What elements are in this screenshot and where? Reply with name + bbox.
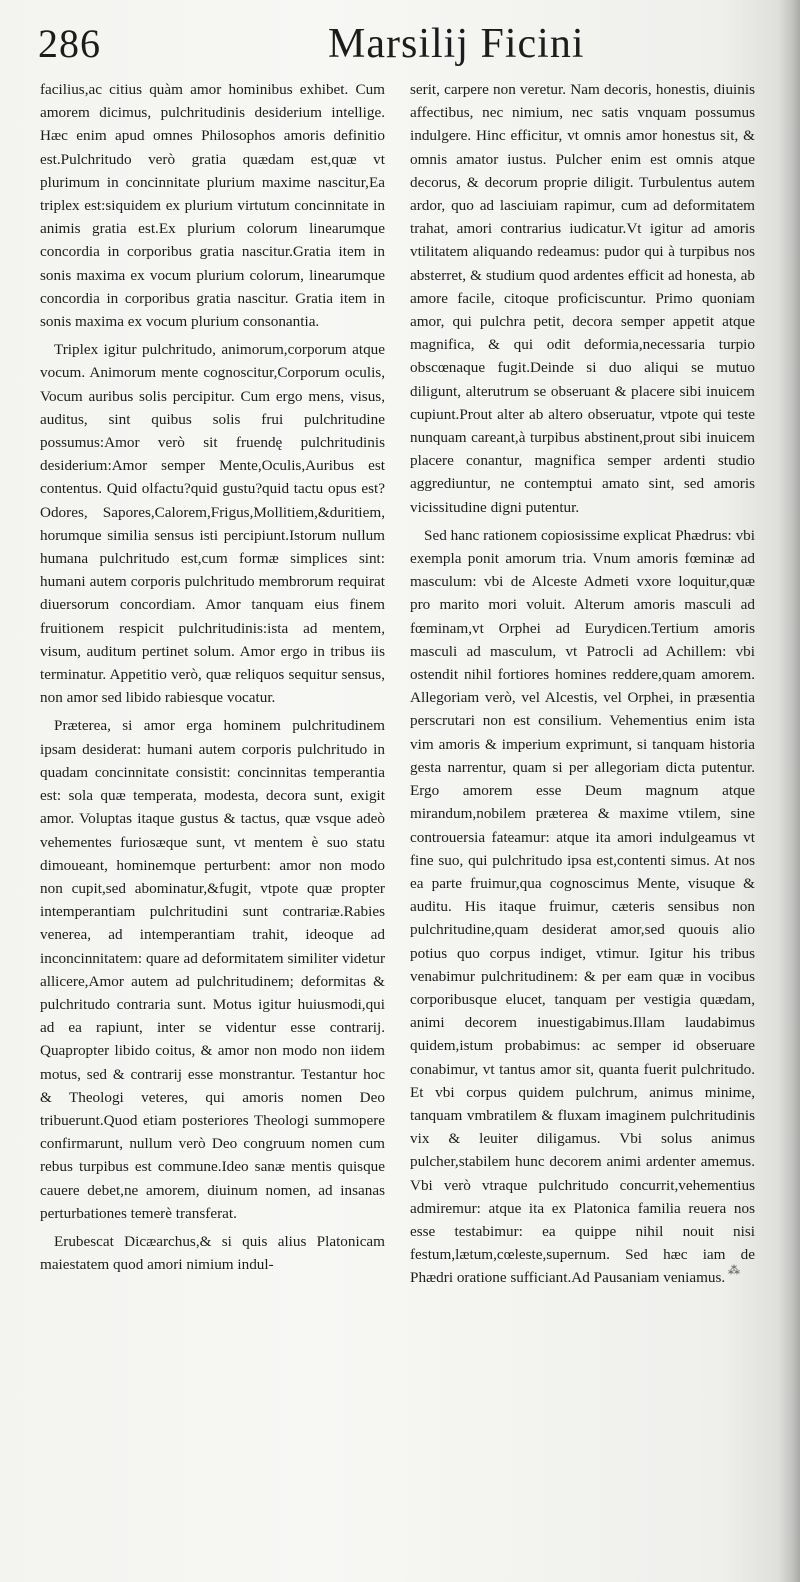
page-number: 286: [38, 21, 101, 66]
page-header: [38, 22, 758, 70]
paragraph: facilius,ac citius quàm amor hominibus exhibet. Cum amorem dicimus, pulchritudinis desiderium intellige. Hæc enim apud omnes Philosophos amoris definitio est.Pulchritudo verò gratia quædam est,quæ vt plurimum in concinnitate plurium maxime nascitur,Ea triplex est:siquidem ex plurium virtutum concinnitate in animis gratia est.Ex plurium colorum linearumque concordia in corporibus gratia nascitur.Gratia item in sonis maxima ex vocum plurium colorum, linearumque concordia in corporibus gratia nascitur. Gratia item in sonis maxima ex vocum plurium consonantia.: [40, 81, 385, 331]
paragraph: Præterea, si amor erga hominem pulchritudinem ipsam desiderat: humani autem corporis pulchritudo in quadam concinnitate consistit: concinnitas temperantia est: sola quæ temperata, modesta, decora sunt, exigit amor. Voluptas itaque gustus & tactus, quæ vsque adeò vehementes furiosæque sunt, vt mentem è suo statu dimoueant, hominemque perturbent: amor non modo non cupit,sed abominatur,&fugit, vtpote quæ propter intemperantiam pulchritudini sunt contrariæ.Rabies venerea, ad intemperantiam trahit, ideoque ad inconcinnitatem: quare ad deformitatem similiter videtur allicere,Amor autem ad pulchritudinem; deformitas & pulchritudo contraria sunt. Motus igitur huiusmodi,qui ad ea rapiunt, inter se videntur esse contrarij. Quapropter libido coitus, & amor non modo non iidem motus, sed & contrarij esse monstrantur. Testantur hoc & Theologi veteres, qui amoris nomen Deo tribuerunt.Quod etiam posteriores Theologi summopere confirmarunt, nullum verò Deo congruum nomen cum rebus turpibus est commune.Ideo sanæ mentis quisque cauere debet,ne amorem, diuinum nomen, ad insanas perturbationes temerè transferat.: [40, 717, 385, 1222]
tailpiece-ornament-icon: ⁂: [728, 1263, 740, 1277]
left-column: [40, 78, 385, 1318]
right-column: [410, 78, 755, 1318]
page-gutter-shadow: [778, 0, 800, 1582]
paragraph: Erubescat Dicæarchus,& si quis alius Platonicam maiestatem quod amori nimium indul-: [40, 1232, 385, 1274]
paragraph: serit, carpere non veretur. Nam decoris, honestis, diuinis affectibus, nec nimium, nec satis vnquam possumus indulgere. Hinc efficitur, vt omnis amor honestus sit, & omnis amator iustus. Pulcher enim est omnis atque decorus, & decorum proprie diligit. Turbulentus autem ardor, quo ad lasciuiam rapimur, cum ad deformitatem trahat, amori contrarius iudicatur.Vt igitur ad amoris vtilitatem aliquando redeamus: pudor qui à turpibus nos absterret, & studium quod ardentes efficit ad honesta, ab amore facile, citoque proficiscuntur. Primo quoniam amor, qui pulchra petit, decora semper appetit atque magnifica, & qui odit deformia,necessaria turpio obscœnaque fugit.Deinde si duo aliqui se mutuo diligunt, alterutrum se obseruant & placere sibi inuicem cupiunt.Prout alter ab altero obseruatur, vtpote qui teste nunquam careant,à turpibus abstinent,prout sibi inuicem placere conantur, magnifica semper ardenti studio aggrediuntur, ne contemptui amato sint, sed amoris vicissitudine digni putentur.: [410, 81, 755, 516]
paragraph: Triplex igitur pulchritudo, animorum,corporum atque vocum. Animorum mente cognoscitur,Corporum oculis, Vocum auribus solis percipitur. Cum ergo mens, visus, auditus, sint quibus solis frui pulchritudine possumus:Amor verò sit fruendę pulchritudinis desiderium:Amor semper Mente,Oculis,Auribus est contentus. Quid olfactu?quid gustu?quid tactu opus est?Odores, Sapores,Calorem,Frigus,Mollitiem,&duritiem, horumque similia sensus isti percipiunt.Istorum nullum humana pulchritudo est,cum formæ simplices sint: humani autem corporis pulchritudo membrorum requirat diuersorum concordiam. Amor tanquam eius finem fruitionem respicit pulchritudinis:ista ad mentem, visum, auditum pertinet solum. Amor ergo in tribus iis terminatur. Appetitio verò, quæ reliquos sequitur sensus, non amor sed libido rabiesque vocatur.: [40, 341, 385, 707]
running-head: Marsilij Ficini: [328, 21, 585, 67]
paragraph: Sed hanc rationem copiosissime explicat Phædrus: vbi exempla ponit amorum tria. Vnum amoris fœminæ ad masculum: vbi de Alceste Admeti vxore loquitur,quæ pro marito mori voluit. Alterum amoris masculi ad fœminam,vt Orphei ad Eurydicen.Tertium amoris masculi ad masculum, vt Patrocli ad Achillem: vbi ostendit nihil fortiores homines reddere,quam amorem. Allegoriam verò, vel Alcestis, vel Orphei, in præsentia perscrutari non est consilium. Vehementius enim ista vim amoris & imperium exprimunt, si tanquam historia gesta narrentur, quam si per allegoriam dicta putentur. Ergo amorem esse Deum magnum atque mirandum,nobilem præterea & maxime vtilem, sine controuersia fateamur: atque ita amori indulgeamus vt fine suo, qui pulchritudo ipsa est,contenti simus. At nos ea parte fruimur,qua cognoscimus Mente, visuque & auditu. His itaque fruimur, cæteris sensibus non pulchritudine,quam desiderat amor,sed quouis alio potius quo corpus indiget, vtimur. Igitur his tribus venabimur pulchritudinem: & per eam quæ in vocibus corporibusque elucet, tanquam per vestigia quædam, animi decorem inuestigabimus.Illam laudabimus quidem,istum probabimus: ac semper id obseruare conabimur, vt tantus amor sit, quanta fuerit pulchritudo. Et vbi corpus quidem pulchrum, animus minime, tanquam vmbratilem & fluxam imaginem pulchritudinis vix & leuiter diligamus. Vbi solus animus pulcher,stabilem hunc decorem animi ardenter amemus. Vbi verò vtraque pulchritudo concurrit,vehementius admiremur: atque ita ex Platonica familia reuera nos esse testabimur: ea quippe nihil nouit nisi festum,lætum,cœleste,supernum. Sed hæc iam de Phædri oratione sufficiant.Ad Pausaniam veniamus.: [410, 526, 755, 1287]
